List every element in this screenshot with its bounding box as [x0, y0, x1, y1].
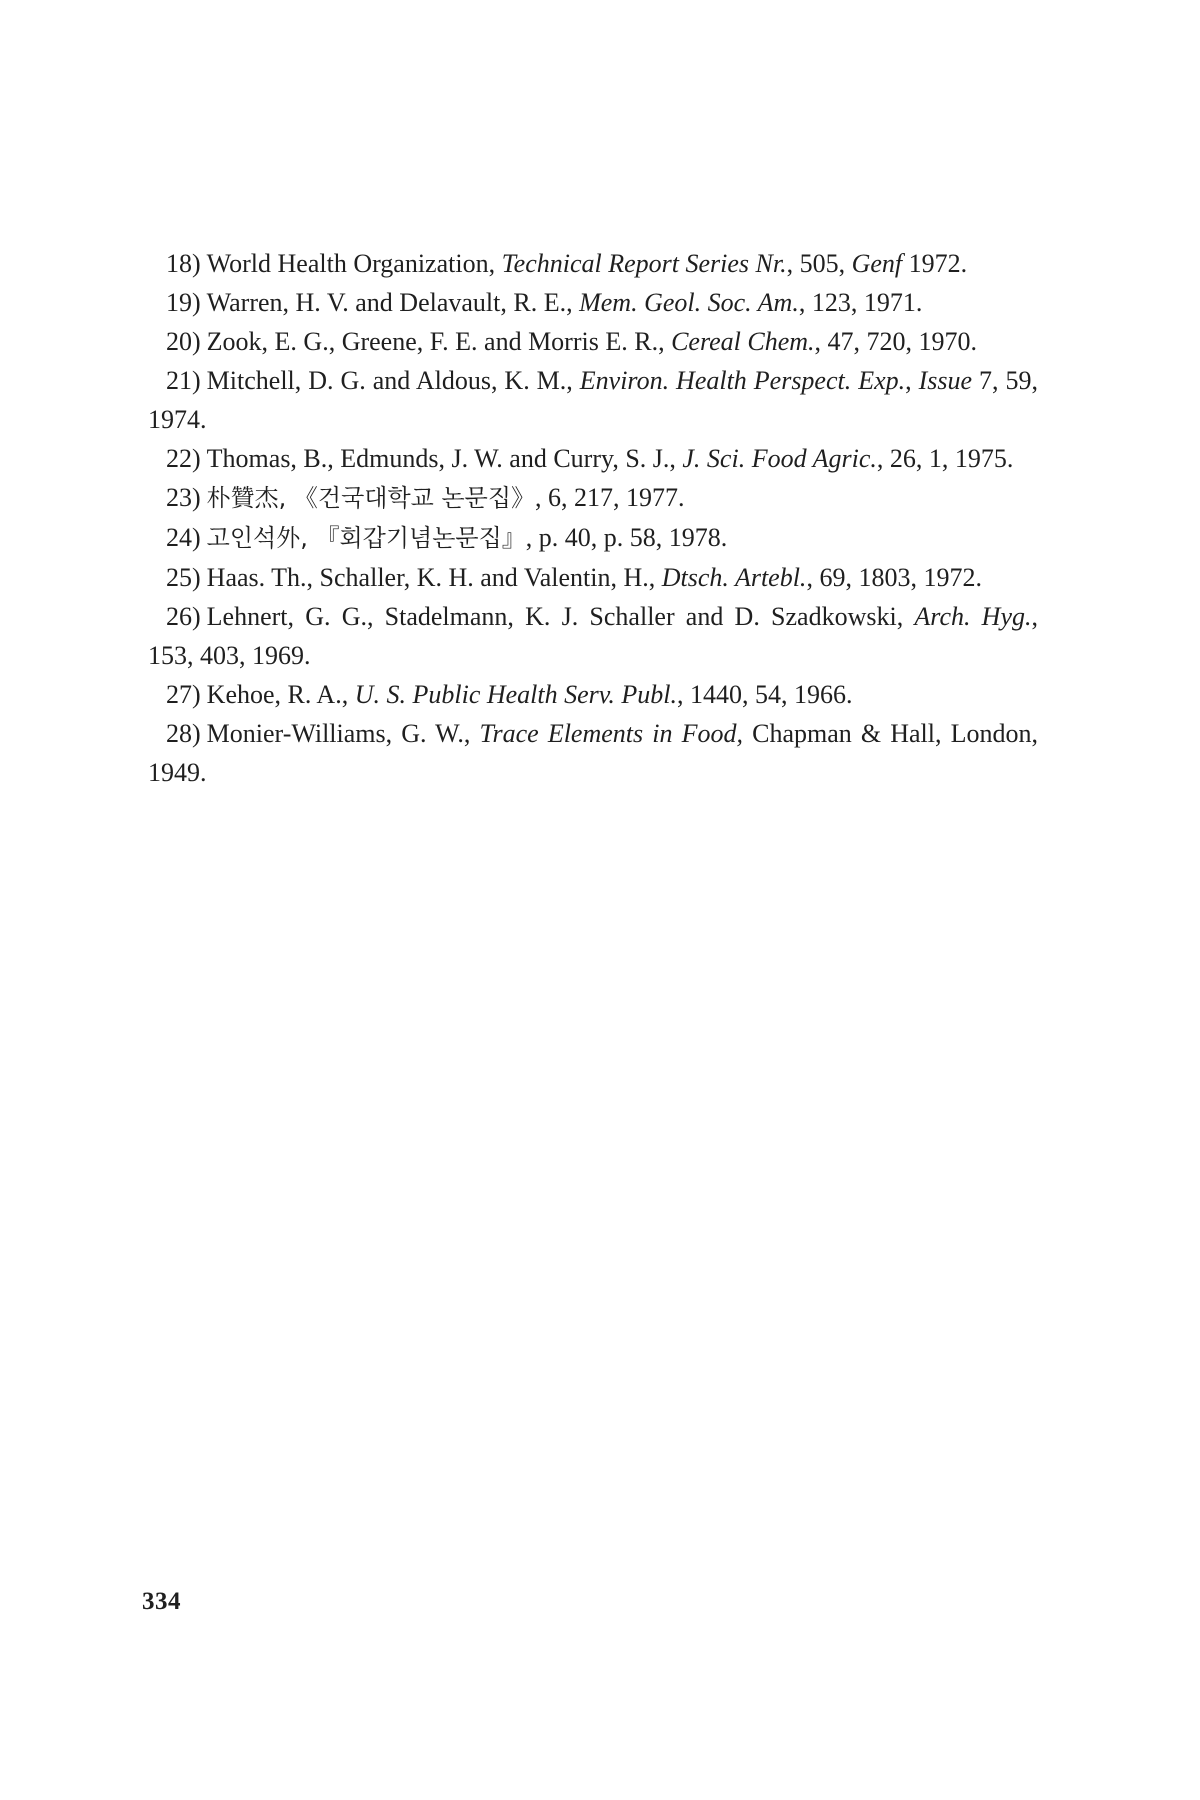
reference-text: 7, 59, 1974.: [148, 366, 1039, 434]
reference-source-title: Technical Report Series Nr.: [501, 249, 787, 278]
reference-number: 22): [166, 444, 201, 473]
reference-item: [148, 283, 1038, 322]
reference-number: 21): [166, 366, 201, 395]
reference-text: ,: [905, 366, 919, 395]
reference-item: [148, 714, 1038, 792]
reference-number: 25): [166, 563, 201, 592]
reference-source-title: Dtsch. Artebl.: [661, 563, 807, 592]
reference-text: Mitchell, D. G. and Aldous, K. M.,: [206, 366, 580, 395]
reference-item: [148, 244, 1038, 283]
reference-text: , p. 40, p. 58, 1978.: [525, 523, 728, 552]
page-number: 334: [142, 1588, 181, 1615]
reference-text: , 153, 403, 1969.: [148, 602, 1038, 670]
reference-source-title: Issue: [918, 366, 973, 395]
reference-source-title: Trace Elements in Food,: [479, 719, 743, 748]
reference-number: 18): [166, 249, 201, 278]
reference-number: 23): [166, 483, 201, 512]
reference-text: , 69, 1803, 1972.: [806, 563, 982, 592]
reference-text: , 123, 1971.: [798, 288, 923, 317]
reference-item: [148, 361, 1038, 439]
reference-text: Thomas, B., Edmunds, J. W. and Curry, S. J.,: [206, 444, 683, 473]
reference-number: 27): [166, 680, 201, 709]
reference-item: [148, 439, 1038, 478]
reference-source-title: Mem. Geol. Soc. Am.: [579, 288, 799, 317]
reference-source-title: Environ. Health Perspect. Exp.: [579, 366, 906, 395]
reference-text: World Health Organization,: [206, 249, 502, 278]
reference-source-title: U. S. Public Health Serv. Publ.: [354, 680, 678, 709]
reference-item: [148, 478, 1038, 518]
reference-korean-text: 朴贊杰, 《건국대학교 논문집》: [206, 484, 536, 512]
reference-text: Warren, H. V. and Delavault, R. E.,: [206, 288, 580, 317]
reference-list: [148, 244, 1038, 792]
reference-text: , 26, 1, 1975.: [876, 444, 1014, 473]
reference-item: [148, 322, 1038, 361]
reference-number: 28): [166, 719, 201, 748]
reference-text: , 505,: [786, 249, 852, 278]
reference-text: Chapman & Hall, London, 1949.: [148, 719, 1038, 787]
reference-source-title: Genf: [851, 249, 903, 278]
reference-text: Monier-Williams, G. W.,: [206, 719, 480, 748]
reference-text: Lehnert, G. G., Stadelmann, K. J. Schaller and D. Szadkowski,: [206, 602, 915, 631]
reference-text: Kehoe, R. A.,: [206, 680, 355, 709]
reference-text: , 1440, 54, 1966.: [677, 680, 853, 709]
reference-text: Zook, E. G., Greene, F. E. and Morris E. R.,: [206, 327, 672, 356]
reference-number: 20): [166, 327, 201, 356]
reference-item: [148, 558, 1038, 597]
reference-korean-text: 고인석外, 『회갑기념논문집』: [206, 524, 526, 552]
reference-text: , 6, 217, 1977.: [535, 483, 685, 512]
reference-item: [148, 518, 1038, 558]
reference-source-title: J. Sci. Food Agric.: [682, 444, 877, 473]
reference-source-title: Arch. Hyg.: [914, 602, 1032, 631]
reference-item: [148, 597, 1038, 675]
reference-text: 1972.: [902, 249, 968, 278]
reference-number: 24): [166, 523, 201, 552]
reference-source-title: Cereal Chem.: [671, 327, 815, 356]
reference-text: Haas. Th., Schaller, K. H. and Valentin, H.,: [206, 563, 662, 592]
reference-number: 19): [166, 288, 201, 317]
reference-text: , 47, 720, 1970.: [814, 327, 978, 356]
reference-number: 26): [166, 602, 201, 631]
reference-item: [148, 675, 1038, 714]
